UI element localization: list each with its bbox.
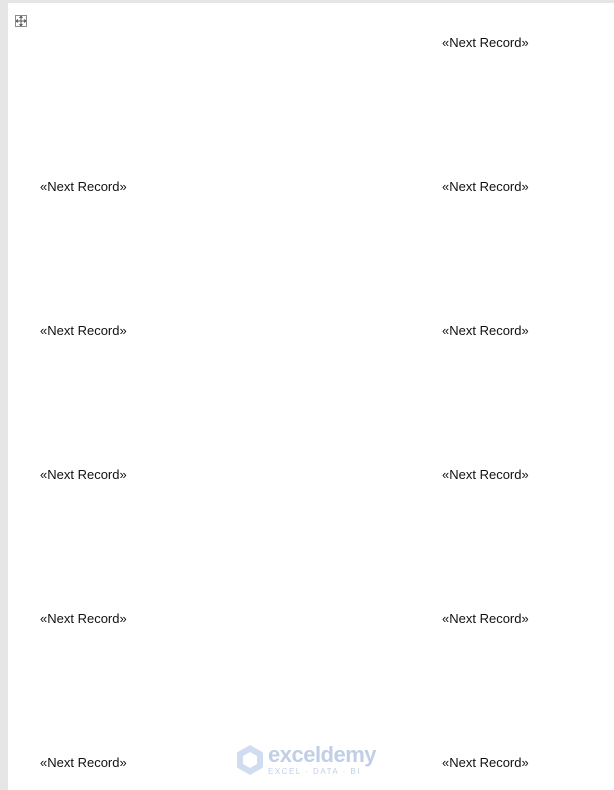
merge-field-next-record: «Next Record» bbox=[40, 323, 127, 338]
exceldemy-watermark bbox=[236, 742, 386, 778]
merge-field-next-record: «Next Record» bbox=[40, 755, 127, 770]
merge-field-next-record: «Next Record» bbox=[442, 467, 529, 482]
merge-field-next-record: «Next Record» bbox=[442, 323, 529, 338]
watermark-brand: exceldemy bbox=[268, 742, 377, 767]
exceldemy-logo-icon bbox=[236, 744, 264, 776]
watermark-tagline: EXCEL · DATA · BI bbox=[268, 767, 361, 776]
document-page[interactable] bbox=[8, 3, 614, 790]
merge-field-next-record: «Next Record» bbox=[40, 611, 127, 626]
merge-field-next-record: «Next Record» bbox=[442, 179, 529, 194]
merge-field-next-record: «Next Record» bbox=[442, 611, 529, 626]
merge-field-next-record: «Next Record» bbox=[442, 35, 529, 50]
merge-field-next-record: «Next Record» bbox=[442, 755, 529, 770]
merge-field-next-record: «Next Record» bbox=[40, 467, 127, 482]
merge-field-next-record: «Next Record» bbox=[40, 179, 127, 194]
table-move-handle-icon[interactable] bbox=[15, 15, 27, 27]
